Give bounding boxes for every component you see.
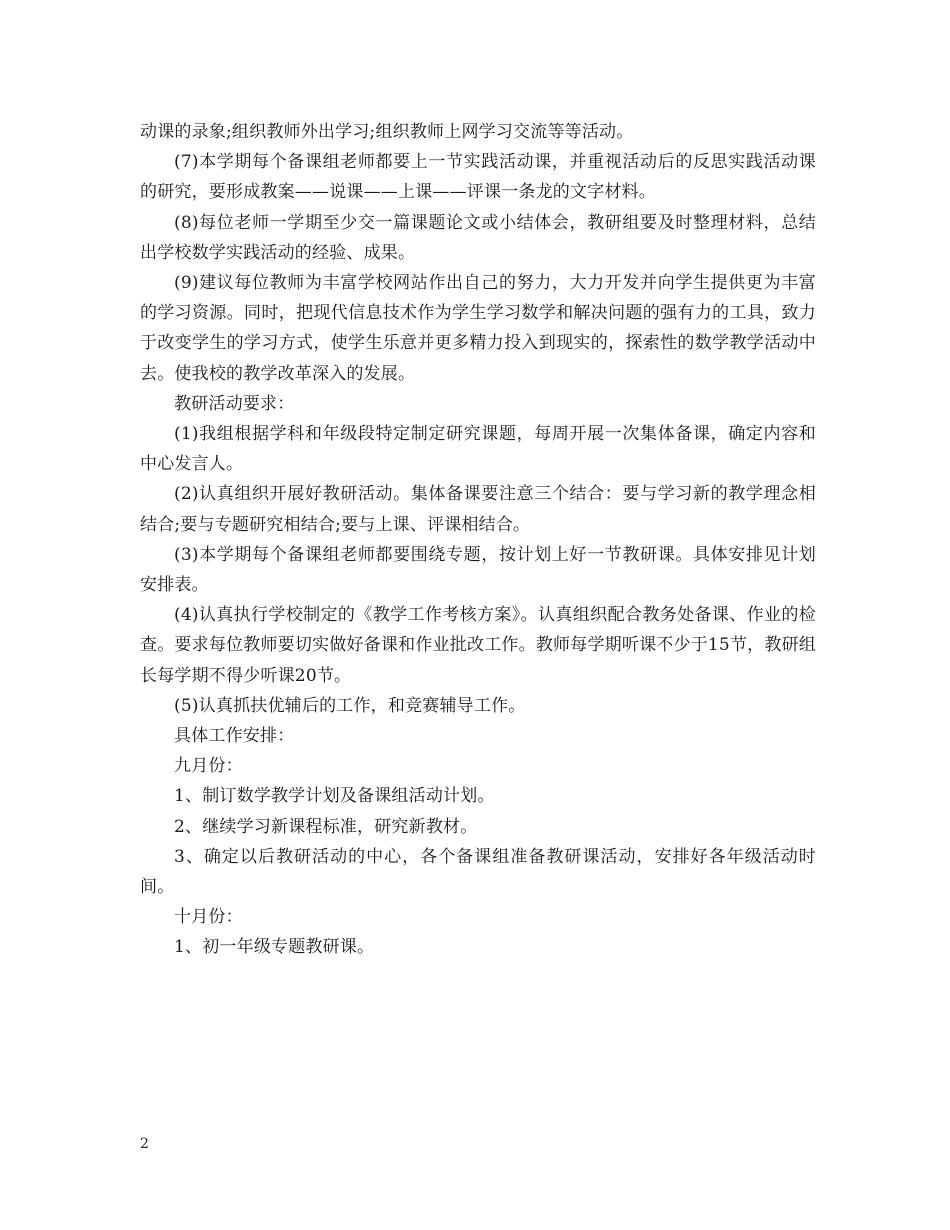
paragraph: (5)认真抓扶优辅后的工作，和竞赛辅导工作。 xyxy=(174,695,526,716)
page-number: 2 xyxy=(140,1136,149,1152)
list-item: 1、制订数学教学计划及备课组活动计划。 xyxy=(174,786,495,807)
paragraph: (2)认真组织开展好教研活动。集体备课要注意三个结合：要与学习新的教学理念相结合;要与专题研究相结合;要与上课、评课相结合。 xyxy=(140,484,816,535)
paragraph: (3)本学期每个备课组老师都要围绕专题，按计划上好一节教研课。具体安排见计划安排表。 xyxy=(140,544,816,596)
list-item: 3、确定以后教研活动的中心，各个备课组准备教研课活动，安排好各年级活动时间。 xyxy=(140,846,816,898)
paragraph: 动课的录象;组织教师外出学习;组织教师上网学习交流等等活动。 xyxy=(140,122,634,142)
section-heading: 教研活动要求： xyxy=(174,393,295,414)
paragraph: (8)每位老师一学期至少交一篇课题论文或小结体会，教研组要及时整理材料，总结出学校数学实践活动的经验、成果。 xyxy=(140,212,816,263)
paragraph: (9)建议每位教师为丰富学校网站作出自己的努力，大力开发并向学生提供更为丰富的学习资源。同时，把现代信息技术作为学生学习数学和解决问题的强有力的工具，致力于改变学生的学习方式，使学生乐意并更多精力投入到现实的，探索性的数学教学活动中去。使我校的教学改革深入的发展。 xyxy=(140,273,816,384)
month-heading: 九月份： xyxy=(174,756,243,777)
section-heading: 具体工作安排： xyxy=(174,726,295,747)
paragraph: (1)我组根据学科和年级段特定制定研究课题，每周开展一次集体备课，确定内容和中心发言人。 xyxy=(140,424,816,475)
paragraph: (7)本学期每个备课组老师都要上一节实践活动课，并重视活动后的反思实践活动课的研究，要形成教案——说课——上课——评课一条龙的文字材料。 xyxy=(140,152,816,203)
paragraph: (4)认真执行学校制定的《教学工作考核方案》。认真组织配合教务处备课、作业的检查。要求每位教师要切实做好备课和作业批改工作。教师每学期听课不少于15节，教研组长每学期不得少听课20节。 xyxy=(140,605,816,686)
month-heading: 十月份： xyxy=(174,907,243,928)
document-body xyxy=(140,117,816,963)
list-item: 1、初一年级专题教研课。 xyxy=(174,937,375,958)
list-item: 2、继续学习新课程标准，研究新教材。 xyxy=(174,816,478,837)
